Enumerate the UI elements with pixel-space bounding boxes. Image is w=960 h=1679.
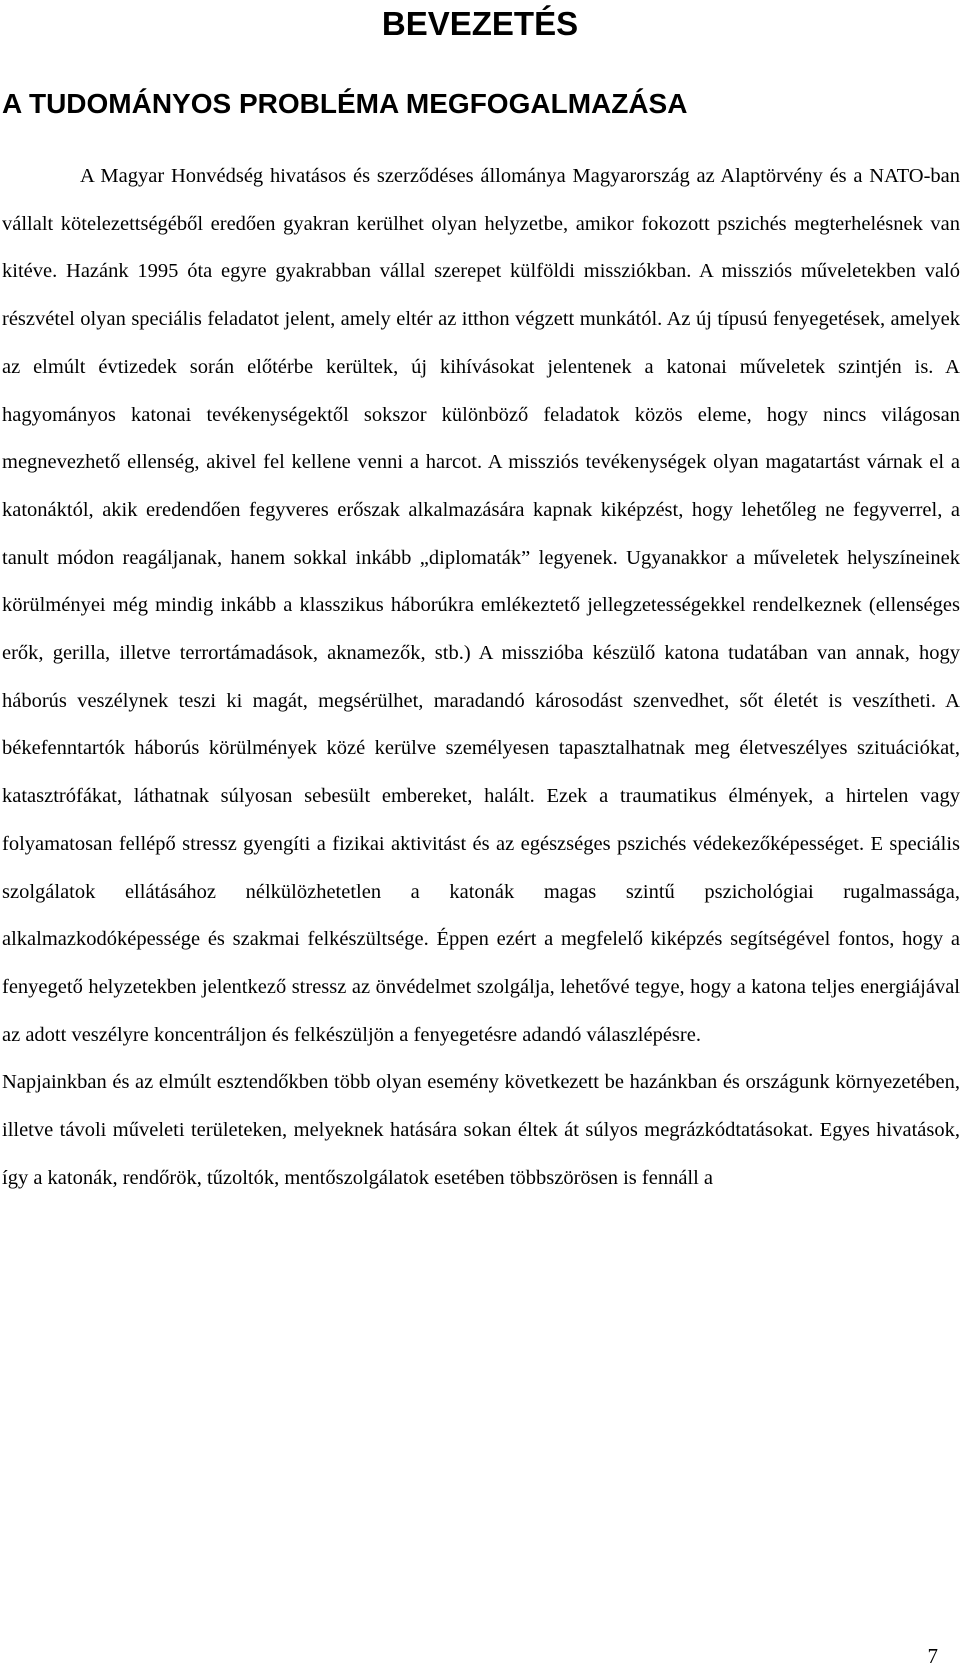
paragraph-1: A Magyar Honvédség hivatásos és szerződéses állománya Magyarország az Alaptörvény és a NATO-ban vállalt kötelezettségéből eredően gyakran kerülhet olyan helyzetbe, amikor fokozott pszichés megterhelésnek van kitéve. Hazánk 1995 óta egyre gyakrabban vállal szerepet külföldi missziókban. A missziós műveletekben való részvétel olyan speciális feladatot jelent, amely eltér az itthon végzett munkától. Az új típusú fenyegetések, amelyek az elmúlt évtizedek során előtérbe kerültek, új kihívásokat jelentenek a katonai műveletek szintjén is. A hagyományos katonai tevékenységektől sokszor különböző feladatok közös eleme, hogy nincs világosan megnevezhető ellenség, akivel fel kellene venni a harcot. A missziós tevékenységek olyan magatartást várnak el a katonáktól, akik eredendően fegyveres erőszak alkalmazására kapnak kiképzést, hogy lehetőleg ne fegyverrel, a tanult módon reagáljanak, hanem sokkal inkább „diplomaták” legyenek. Ugyanakkor a műveletek helyszíneinek körülményei még mindig inkább a klasszikus háborúkra emlékeztető jellegzetességekkel rendelkeznek (ellenséges erők, gerilla, illetve terrortámadások, aknamezők, stb.) A misszióba készülő katona tudatában van annak, hogy háborús veszélynek teszi ki magát, megsérülhet, maradandó károsodást szenvedhet, sőt életét is veszítheti. A békefenntartók háborús körülmények közé kerülve személyesen tapasztalhatnak meg életveszélyes szituációkat, katasztrófákat, láthatnak súlyosan sebesült embereket, halált. Ezek a traumatikus élmények, a hirtelen vagy folyamatosan fellépő stressz gyengíti a fizikai aktivitást és az egészséges pszichés védekezőképességet. E speciális szolgálatok ellátásához nélkülözhetetlen a katonák magas szintű pszichológiai rugalmassága, alkalmazkodóképessége és szakmai felkészültsége. Éppen ezért a megfelelő kiképzés segítségével fontos, hogy a fenyegető helyzetekben jelentkező stressz az önvédelmet szolgálja, lehetővé tegye, hogy a katona teljes energiájával az adott veszélyre koncentráljon és felkészüljön a fenyegetésre adandó válaszlépésre.	[2, 165, 960, 1046]
page-number: 7	[927, 1644, 938, 1668]
section-title: A TUDOMÁNYOS PROBLÉMA MEGFOGALMAZÁSA	[2, 88, 688, 119]
paragraph-2: Napjainkban és az elmúlt esztendőkben több olyan esemény következett be hazánkban és országunk környezetében, illetve távoli műveleti területeken, melyeknek hatására sokan éltek át súlyos megrázkódtatásokat. Egyes hivatások, így a katonák, rendőrök, tűzoltók, mentőszolgálatok esetében többszörösen is fennáll a	[2, 1071, 960, 1189]
body-text	[2, 153, 960, 1202]
chapter-title: BEVEZETÉS	[381, 5, 579, 42]
